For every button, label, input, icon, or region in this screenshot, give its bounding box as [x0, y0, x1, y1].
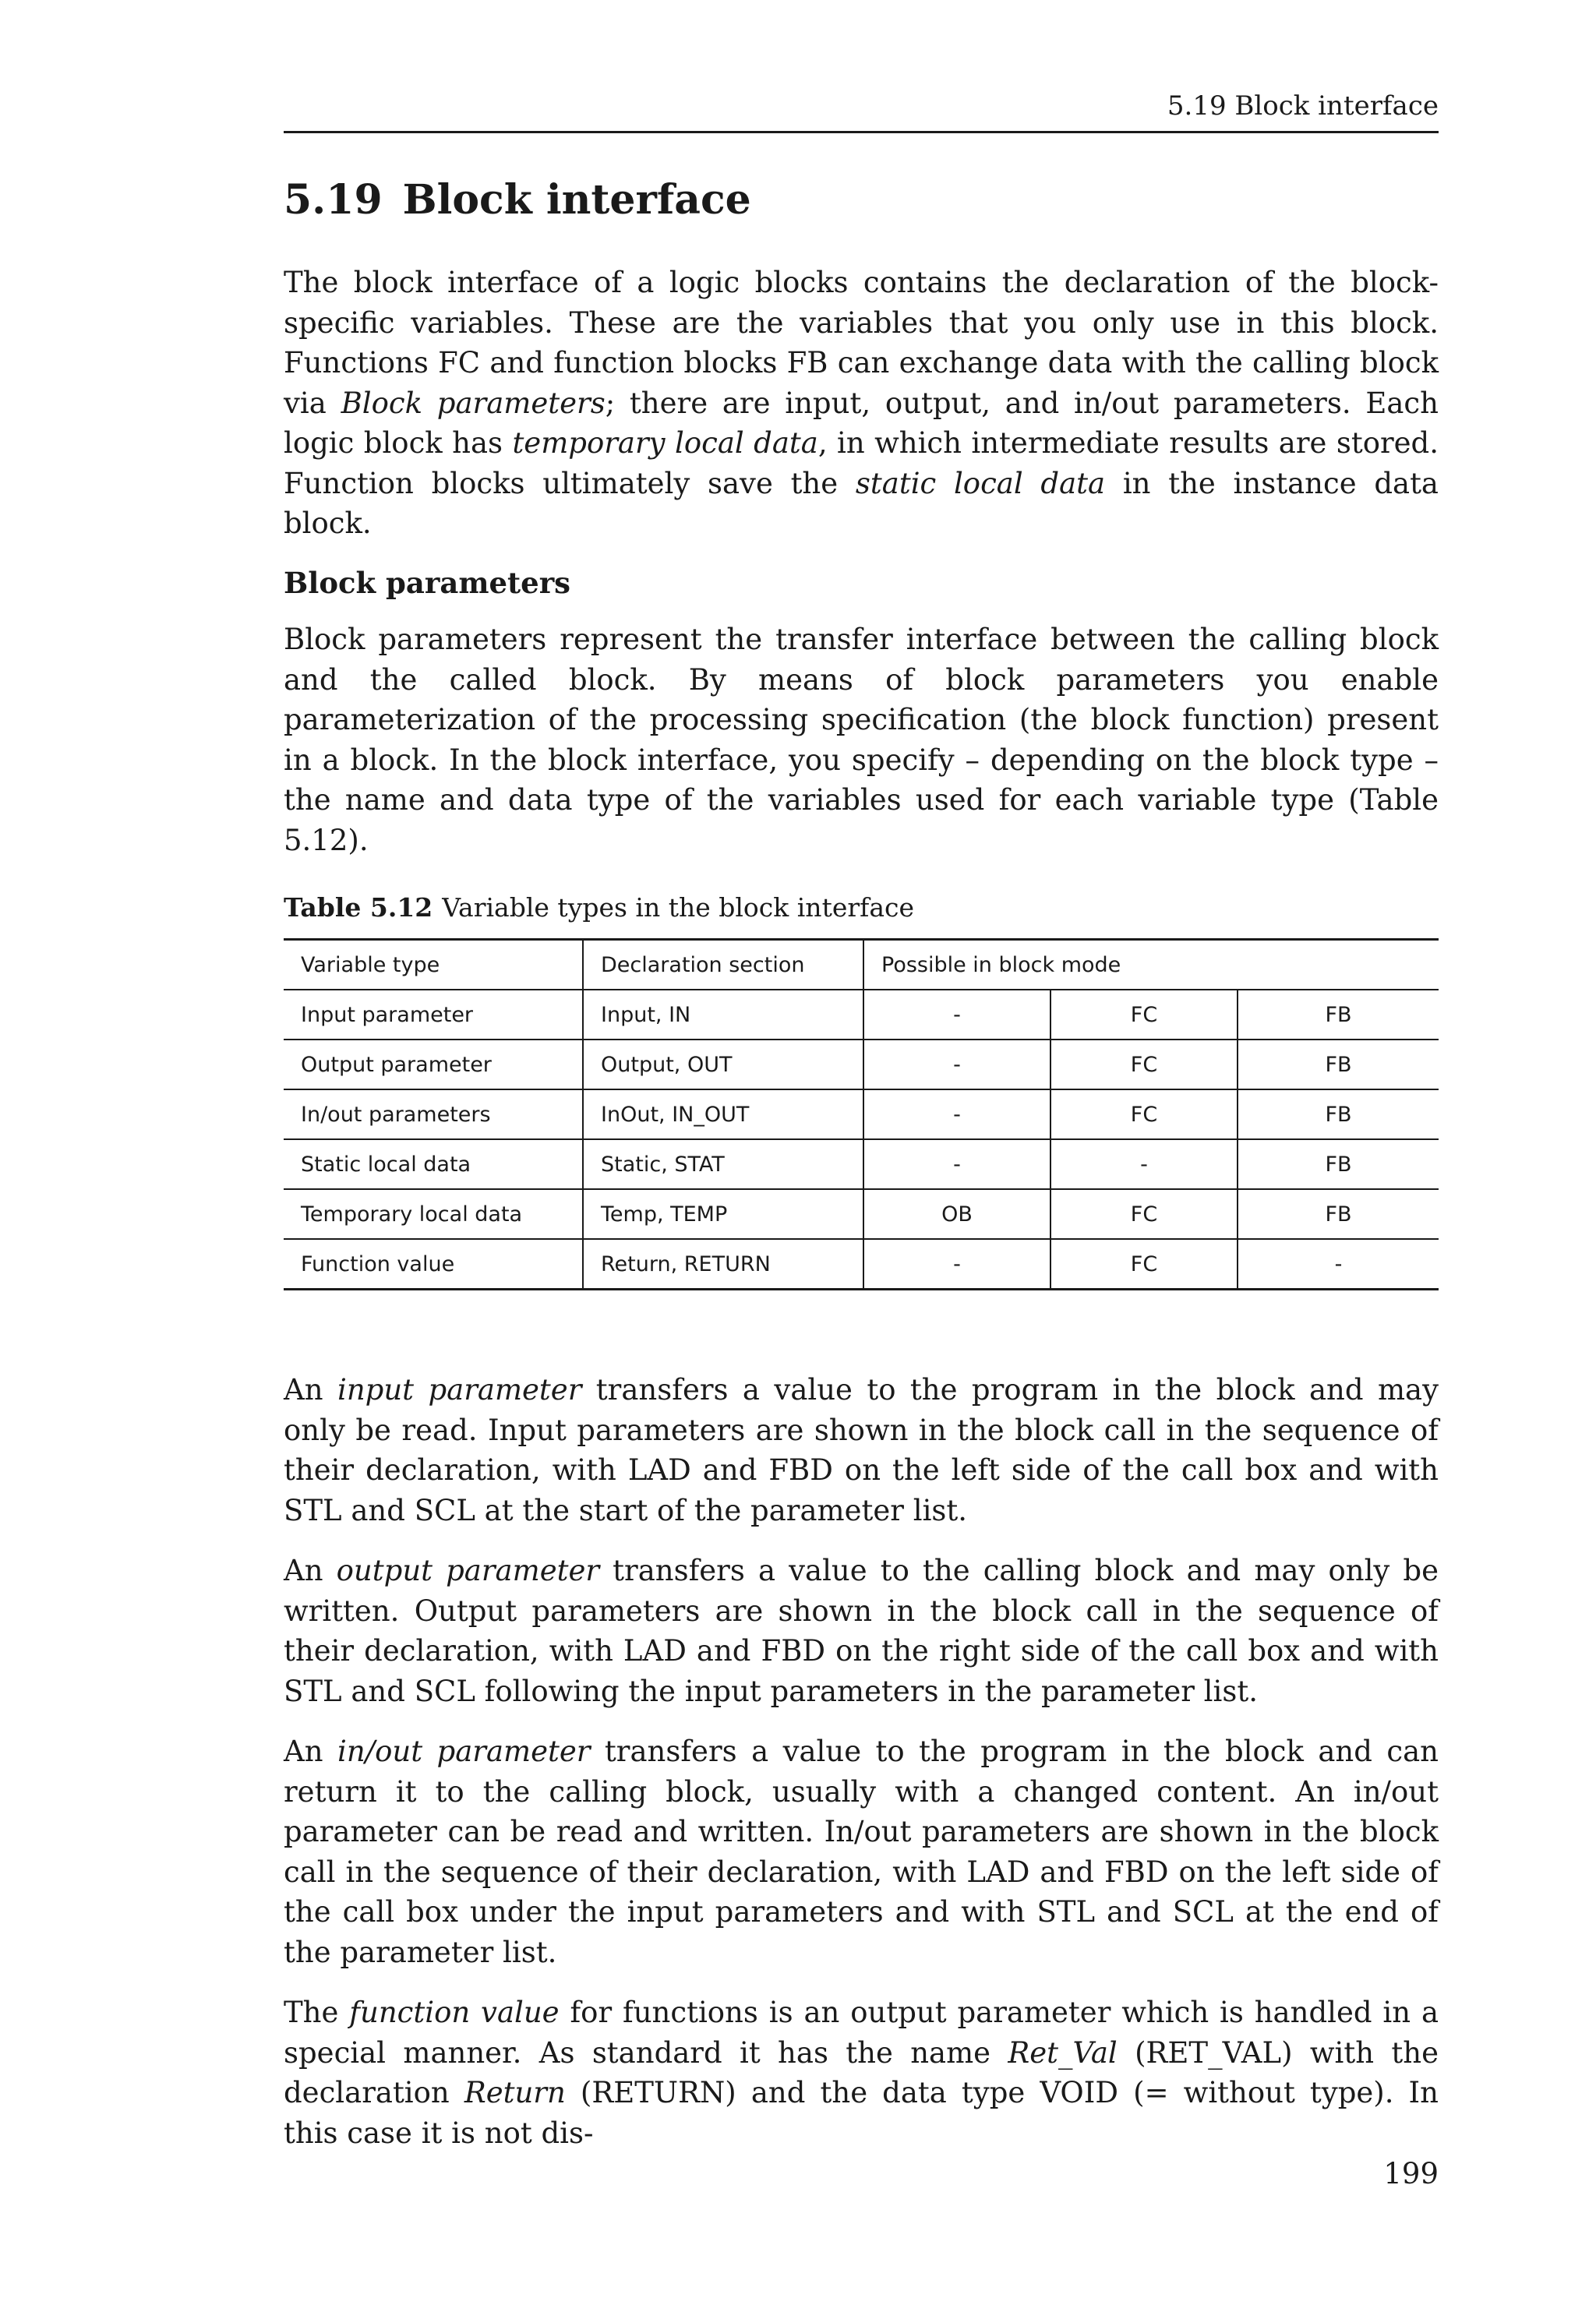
running-head-text: 5.19 Block interface	[1167, 90, 1439, 122]
intro-paragraph	[284, 263, 1439, 544]
table-cell: FB	[1238, 1139, 1439, 1189]
emphasis-function-value: function value	[349, 1996, 560, 2029]
intro-text	[284, 263, 1439, 544]
table-row	[284, 1139, 1439, 1189]
text-run: for functions is an output parameter which is handled in a special manner. As standard it has the name	[284, 1996, 1439, 2070]
table-row	[284, 1239, 1439, 1290]
inout-parameter-paragraph	[284, 1731, 1439, 1972]
table-header-row	[284, 940, 1439, 990]
table-cell: Output parameter	[284, 1040, 583, 1089]
text-run: , in which intermediate results are stored. Function blocks ultimately save the	[284, 426, 1439, 500]
text-run: An	[284, 1735, 337, 1768]
emphasis-output-parameter: output parameter	[336, 1554, 600, 1587]
table-cell: FB	[1238, 1089, 1439, 1139]
text-run: transfers a value to the program in the block and may only be read. Input parameters are shown in the block call in the sequence of their declaration, with LAD and FBD on the left side of the call box and with STL and SCL at the start of the parameter list.	[284, 1373, 1439, 1527]
table-cell: Static local data	[284, 1139, 583, 1189]
emphasis-ret-val: Ret_Val	[1008, 2035, 1118, 2070]
table-caption	[284, 888, 914, 927]
emphasis-static-local-data: static local data	[855, 466, 1106, 500]
table-caption-label: Table 5.12	[284, 892, 433, 923]
table-cell: FB	[1238, 990, 1439, 1040]
section-number: 5.19	[284, 176, 383, 224]
header-variable-type: Variable type	[284, 940, 583, 990]
text-run: An	[284, 1373, 337, 1407]
text-run: (RET_VAL) with the declaration	[284, 2035, 1439, 2109]
table-cell: Temp, TEMP	[583, 1189, 863, 1239]
table-cell: In/out parameters	[284, 1089, 583, 1139]
table-cell: Function value	[284, 1239, 583, 1290]
block-parameters-heading: Block parameters	[284, 566, 571, 600]
header-possible-in-block-mode: Possible in block mode	[863, 940, 1439, 990]
section-title-text: Block interface	[402, 176, 751, 224]
function-value-paragraph	[284, 1993, 1439, 2153]
emphasis-input-parameter: input parameter	[337, 1373, 582, 1407]
variable-types-table	[284, 938, 1439, 1290]
emphasis-return: Return	[464, 2076, 566, 2109]
table-cell: FC	[1050, 1089, 1238, 1139]
table-cell: -	[863, 990, 1050, 1040]
text-run: The	[284, 1996, 350, 2029]
text-run: transfers a value to the program in the block and can return it to the calling block, usually with a changed content. An in/out parameter can be read and written. In/out parameters are shown in the block call in the sequence of their declaration, with LAD and FBD on the left side of the call box under the input parameters and with STL and SCL at the end of the parameter list.	[284, 1735, 1439, 1969]
table-cell: FC	[1050, 1189, 1238, 1239]
text-run: transfers a value to the calling block and may only be written. Output parameters are shown in the block call in the sequence of their declaration, with LAD and FBD on the right side of the call box and with STL and SCL following the input parameters in the parameter list.	[284, 1554, 1439, 1708]
table-cell: Temporary local data	[284, 1189, 583, 1239]
table-row	[284, 990, 1439, 1040]
table-cell: -	[863, 1089, 1050, 1139]
input-parameter-paragraph	[284, 1370, 1439, 1530]
table-cell: FC	[1050, 990, 1238, 1040]
text-run: An	[284, 1554, 337, 1587]
table-cell: Return, RETURN	[583, 1239, 863, 1290]
text-run: in the instance data block.	[284, 466, 1439, 540]
table-cell: -	[863, 1139, 1050, 1189]
table-cell: InOut, IN_OUT	[583, 1089, 863, 1139]
table-cell: -	[863, 1040, 1050, 1089]
table-row	[284, 1040, 1439, 1089]
block-parameters-paragraph	[284, 620, 1439, 860]
table-row	[284, 1189, 1439, 1239]
body-paragraphs	[284, 1370, 1439, 2173]
table-cell: Static, STAT	[583, 1139, 863, 1189]
emphasis-block-parameters: Block parameters	[341, 386, 606, 420]
header-declaration-section: Declaration section	[583, 940, 863, 990]
page-number: 199	[1383, 2157, 1439, 2190]
output-parameter-paragraph	[284, 1551, 1439, 1711]
table-row	[284, 1089, 1439, 1139]
table-cell: -	[1238, 1239, 1439, 1290]
running-head	[284, 87, 1439, 133]
table-cell: Output, OUT	[583, 1040, 863, 1089]
section-title	[284, 173, 751, 228]
table-cell: OB	[863, 1189, 1050, 1239]
emphasis-inout-parameter: in/out parameter	[337, 1735, 591, 1768]
text-run: (RETURN) and the data type VOID (= without type). In this case it is not dis-	[284, 2076, 1439, 2150]
table-cell: Input, IN	[583, 990, 863, 1040]
emphasis-temporary-local-data: temporary local data	[512, 426, 818, 460]
table-cell: FC	[1050, 1040, 1238, 1089]
table-cell: FB	[1238, 1040, 1439, 1089]
text-run: ; there are input, output, and in/out parameters. Each logic block has	[284, 386, 1439, 460]
table-cell: Input parameter	[284, 990, 583, 1040]
table-caption-text: Variable types in the block interface	[442, 892, 915, 923]
table-cell: FB	[1238, 1189, 1439, 1239]
text-run: The block interface of a logic blocks contains the declaration of the block-specific variables. These are the variables that you only use in this block. Functions FC and function blocks FB can exchange data with the calling block via	[284, 266, 1439, 420]
table-cell: -	[1050, 1139, 1238, 1189]
table-cell: FC	[1050, 1239, 1238, 1290]
block-parameters-text: Block parameters represent the transfer interface between the calling block and the called block. By means of block parameters you enable parameterization of the processing specification (the block function) present in a block. In the block interface, you specify – depending on the block type – the name and data type of the variables used for each variable type (Table 5.12).	[284, 623, 1439, 857]
table-cell: -	[863, 1239, 1050, 1290]
